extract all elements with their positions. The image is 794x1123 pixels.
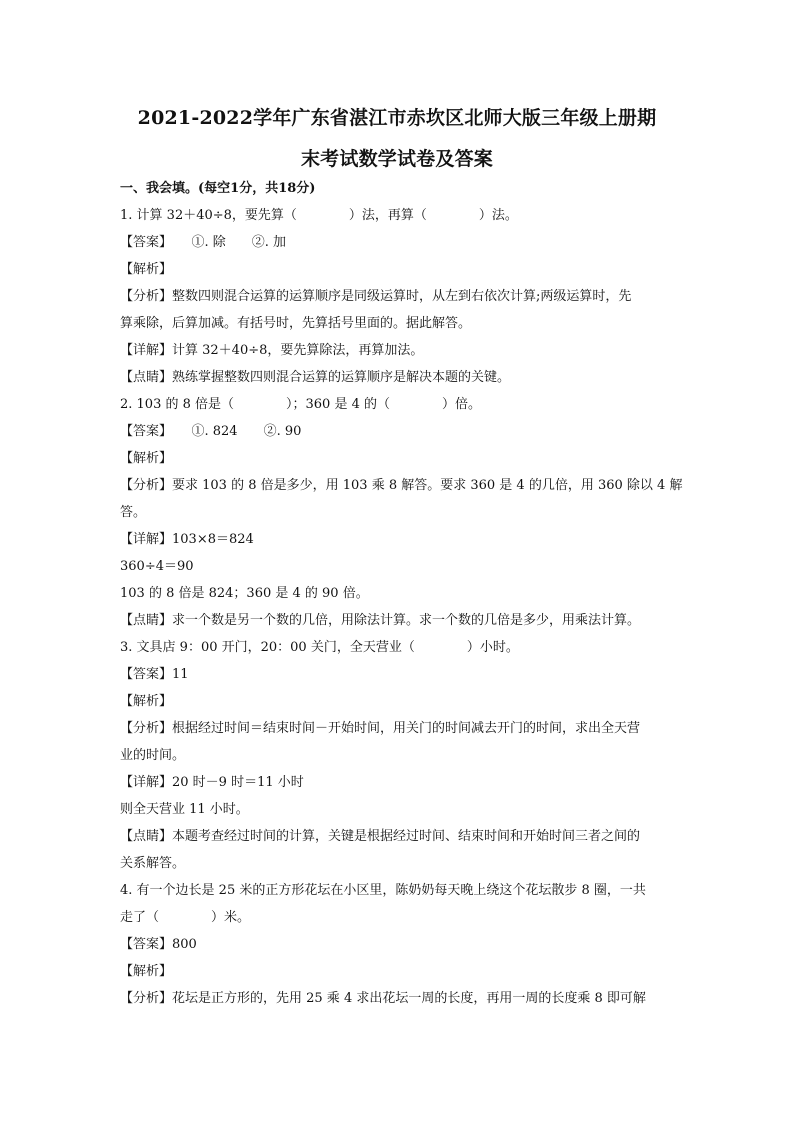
question-4-line-1: 4. 有一个边长是 25 米的正方形花坛在小区里，陈奶奶每天晚上绕这个花坛散步 8 圈，一共 bbox=[120, 883, 646, 898]
document-title-line-1: 2021-2022学年广东省湛江市赤坎区北师大版三年级上册期 bbox=[137, 107, 657, 129]
answer-1: 【答案】 ①. 除 ②. 加 bbox=[120, 235, 287, 250]
analysis-header-2: 【解析】 bbox=[120, 451, 173, 466]
question-2: 2. 103 的 8 倍是（ ）；360 是 4 的（ ）倍。 bbox=[120, 397, 481, 412]
analysis-header-1: 【解析】 bbox=[120, 262, 173, 277]
comment-1: 【点睛】熟练掌握整数四则混合运算的运算顺序是解决本题的关键。 bbox=[120, 370, 511, 385]
analysis-2-line-2: 答。 bbox=[120, 505, 147, 520]
detail-3-line-1: 【详解】20 时－9 时＝11 小时 bbox=[120, 775, 304, 790]
question-1: 1. 计算 32＋40÷8，要先算（ ）法，再算（ ）法。 bbox=[120, 208, 518, 223]
answer-2: 【答案】 ①. 824 ②. 90 bbox=[120, 424, 302, 439]
analysis-4-line-1: 【分析】花坛是正方形的，先用 25 乘 4 求出花坛一周的长度，再用一周的长度乘 8 即可解 bbox=[120, 991, 646, 1006]
analysis-3-line-1: 【分析】根据经过时间＝结束时间－开始时间，用关门的时间减去开门的时间，求出全天营 bbox=[120, 721, 641, 736]
question-4-line-2: 走了（ ）米。 bbox=[120, 910, 251, 925]
detail-2-line-3: 103 的 8 倍是 824；360 是 4 的 90 倍。 bbox=[120, 586, 369, 601]
comment-3-line-1: 【点睛】本题考查经过时间的计算，关键是根据经过时间、结束时间和开始时间三者之间的 bbox=[120, 829, 641, 844]
detail-2-line-2: 360÷4＝90 bbox=[120, 559, 194, 574]
detail-3-line-2: 则全天营业 11 小时。 bbox=[120, 802, 249, 817]
analysis-header-3: 【解析】 bbox=[120, 694, 173, 709]
analysis-2-line-1: 【分析】要求 103 的 8 倍是多少，用 103 乘 8 解答。要求 360 是 4 的几倍，用 360 除以 4 解 bbox=[120, 478, 683, 493]
analysis-header-4: 【解析】 bbox=[120, 964, 173, 979]
document-title-line-2: 末考试数学试卷及答案 bbox=[300, 148, 493, 170]
answer-4: 【答案】800 bbox=[120, 937, 197, 952]
analysis-1-line-1: 【分析】整数四则混合运算的运算顺序是同级运算时，从左到右依次计算;两级运算时，先 bbox=[120, 289, 632, 304]
answer-3: 【答案】11 bbox=[120, 667, 189, 682]
detail-1: 【详解】计算 32＋40÷8，要先算除法，再算加法。 bbox=[120, 343, 424, 358]
question-3: 3. 文具店 9：00 开门，20：00 关门，全天营业（ ）小时。 bbox=[120, 640, 519, 655]
comment-3-line-2: 关系解答。 bbox=[120, 856, 186, 871]
section-heading: 一、我会填。(每空1分，共18分) bbox=[120, 181, 316, 196]
analysis-3-line-2: 业的时间。 bbox=[120, 748, 186, 763]
comment-2: 【点睛】求一个数是另一个数的几倍，用除法计算。求一个数的几倍是多少，用乘法计算。 bbox=[120, 613, 641, 628]
analysis-1-line-2: 算乘除，后算加减。有括号时，先算括号里面的。据此解答。 bbox=[120, 316, 472, 331]
detail-2-line-1: 【详解】103×8＝824 bbox=[120, 532, 254, 547]
